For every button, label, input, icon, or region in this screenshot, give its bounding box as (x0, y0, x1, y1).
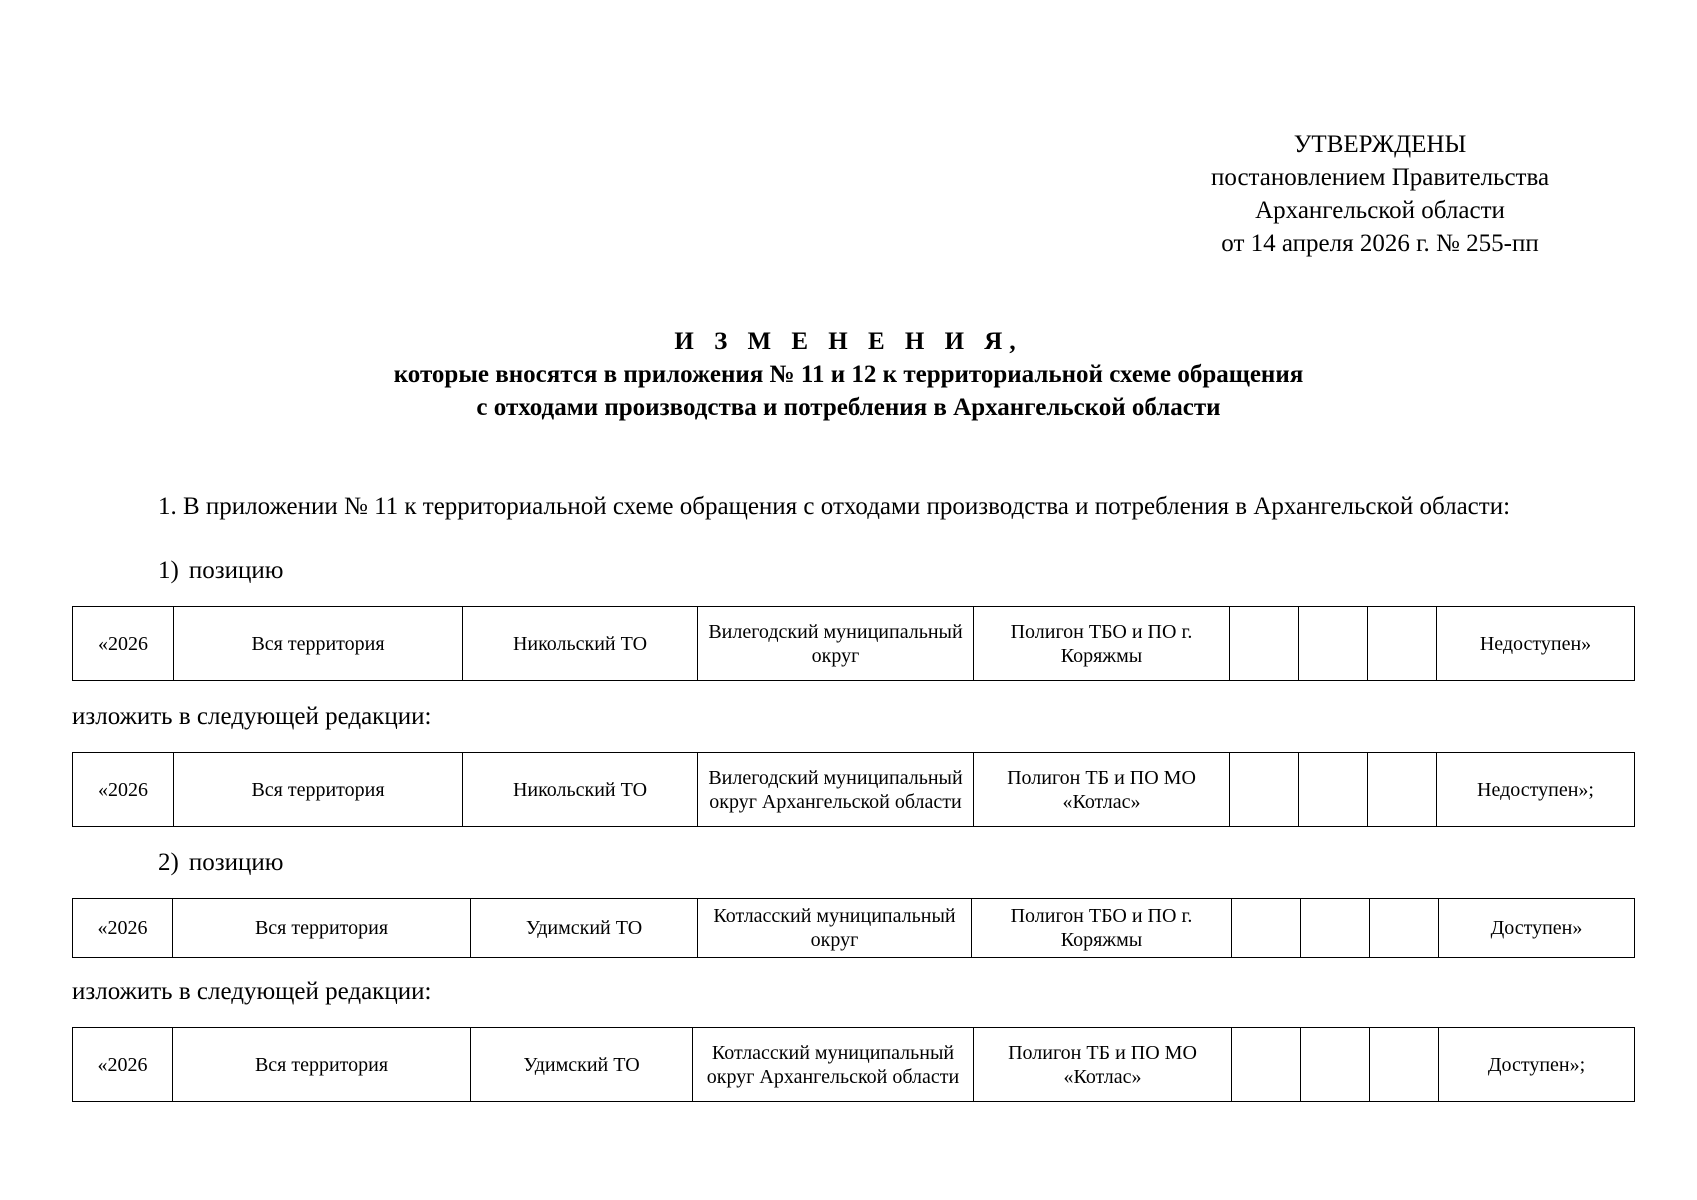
replace-label: изложить в следующей редакции: (72, 703, 432, 730)
item-text: позицию (188, 557, 284, 584)
replace-label: изложить в следующей редакции: (72, 978, 432, 1005)
cell-to: Никольский ТО (463, 607, 698, 681)
cell-empty (1232, 899, 1301, 958)
table-row (73, 607, 1635, 681)
cell-to: Удимский ТО (471, 1028, 693, 1102)
cell-year: «2026 (73, 753, 174, 827)
item-number: 1) (158, 557, 179, 584)
table-row (73, 1028, 1635, 1102)
item-number: 2) (158, 849, 179, 876)
cell-year: «2026 (73, 899, 173, 958)
item-label (158, 847, 283, 879)
cell-territory: Вся территория (173, 899, 471, 958)
cell-territory: Вся территория (173, 1028, 471, 1102)
cell-empty (1301, 1028, 1370, 1102)
cell-status: Доступен»; (1439, 1028, 1635, 1102)
position-table-new (72, 752, 1635, 827)
cell-district: Вилегодский муниципальный округ (698, 607, 974, 681)
cell-empty (1370, 899, 1439, 958)
approval-line: от 14 апреля 2026 г. № 255-пп (1221, 230, 1539, 257)
item-text: позицию (188, 849, 284, 876)
cell-status: Недоступен» (1437, 607, 1635, 681)
cell-empty (1299, 753, 1368, 827)
cell-empty (1368, 607, 1437, 681)
approval-line: постановлением Правительства (1210, 164, 1550, 191)
cell-district: Вилегодский муниципальный округ Архангельской области (698, 753, 974, 827)
title-main: И З М Е Н Е Н И Я, (674, 328, 1023, 355)
cell-empty (1230, 607, 1299, 681)
cell-district: Котласский муниципальный округ (698, 899, 972, 958)
approval-line: Архангельской области (1255, 197, 1505, 224)
position-table-new (72, 1027, 1635, 1102)
title-subline: с отходами производства и потребления в Архангельской области (476, 394, 1221, 421)
table-row (73, 753, 1635, 827)
item-label (158, 555, 283, 587)
cell-facility: Полигон ТБО и ПО г. Коряжмы (974, 607, 1230, 681)
cell-empty (1370, 1028, 1439, 1102)
cell-empty (1232, 1028, 1301, 1102)
cell-territory: Вся территория (174, 753, 463, 827)
cell-status: Доступен» (1439, 899, 1635, 958)
cell-to: Удимский ТО (471, 899, 698, 958)
cell-empty (1299, 607, 1368, 681)
cell-facility: Полигон ТБ и ПО МО «Котлас» (974, 1028, 1232, 1102)
table-row (73, 899, 1635, 958)
cell-facility: Полигон ТБ и ПО МО «Котлас» (974, 753, 1230, 827)
cell-year: «2026 (73, 607, 174, 681)
cell-status: Недоступен»; (1437, 753, 1635, 827)
approval-stamp (1180, 128, 1580, 260)
cell-to: Никольский ТО (463, 753, 698, 827)
cell-territory: Вся территория (174, 607, 463, 681)
cell-empty (1230, 753, 1299, 827)
title-subline: которые вносятся в приложения № 11 и 12 к территориальной схеме обращения (393, 361, 1304, 388)
cell-district: Котласский муниципальный округ Архангельской области (693, 1028, 974, 1102)
cell-empty (1301, 899, 1370, 958)
approval-line: УТВЕРЖДЕНЫ (1293, 131, 1467, 158)
document-title (0, 325, 1697, 424)
cell-facility: Полигон ТБО и ПО г. Коряжмы (972, 899, 1232, 958)
cell-year: «2026 (73, 1028, 173, 1102)
position-table-old (72, 898, 1635, 958)
position-table-old (72, 606, 1635, 681)
cell-empty (1368, 753, 1437, 827)
intro-paragraph: 1. В приложении № 11 к территориальной схеме обращения с отходами производства и потребления в Архангельской области: (158, 493, 1511, 520)
